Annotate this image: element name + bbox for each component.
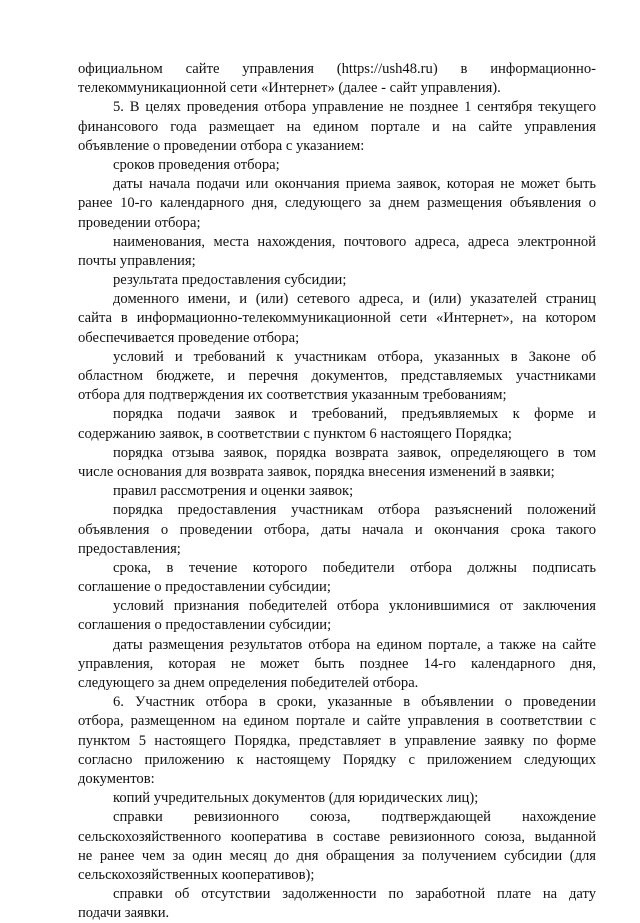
- text-line: управления, которая не может быть позднее 14-го календарного дня,: [78, 655, 596, 672]
- text-line: отбора, размещенном на едином портале и сайте управления в соответствии с: [78, 713, 596, 730]
- text-line: даты начала подачи или окончания приема заявок, которая не может быть: [113, 176, 596, 193]
- text-line: обеспечивается проведение отбора;: [78, 329, 300, 346]
- text-line: не ранее чем за один месяц до дня обращения за получением субсидии (для: [78, 847, 596, 864]
- text-line: подачи заявки.: [78, 905, 170, 922]
- text-line: справки об отсутствии задолженности по заработной плате на дату: [113, 886, 596, 903]
- text-line: объявления о проведении отбора, даты начала и окончания срока такого: [78, 521, 596, 538]
- text-line: областном бюджете, и перечня документов, представляемых участниками: [78, 368, 596, 384]
- text-line: условий и требований к участникам отбора, указанных в Законе об: [113, 348, 596, 365]
- text-line: официальном сайте управления (https://ush48.ru) в информационно-: [78, 61, 596, 77]
- text-line: сроков проведения отбора;: [113, 156, 280, 173]
- text-line: 5. В целях проведения отбора управление не позднее 1 сентября текущего: [113, 99, 596, 116]
- text-line: документов:: [78, 770, 155, 787]
- text-line: объявление о проведении отбора с указанием:: [78, 137, 365, 154]
- text-line: следующего за днем определения победителей отбора.: [78, 675, 419, 691]
- text-line: справки ревизионного союза, подтверждающей нахождение: [113, 809, 596, 826]
- text-line: 6. Участник отбора в сроки, указанные в объявлении о проведении: [113, 694, 596, 711]
- document-body: [78, 60, 596, 923]
- text-line: срока, в течение которого победители отбора должны подписать: [113, 559, 596, 576]
- text-line: результата предоставления субсидии;: [113, 272, 347, 289]
- text-line: порядка предоставления участникам отбора разъяснений положений: [113, 502, 596, 519]
- text-line: соглашения о предоставлении субсидии;: [78, 617, 332, 634]
- text-line: условий признания победителей отбора уклонившимися от заключения: [113, 598, 596, 615]
- text-line: копий учредительных документов (для юридических лиц);: [113, 790, 479, 807]
- text-line: наименования, места нахождения, почтового адреса, адреса электронной: [113, 233, 596, 250]
- text-line: порядка отзыва заявок, порядка возврата заявок, определяющего в том: [113, 444, 596, 461]
- text-line: согласно приложению к настоящему Порядку с приложением следующих: [78, 751, 596, 768]
- text-line: проведении отбора;: [78, 214, 201, 231]
- text-line: предоставления;: [78, 540, 181, 557]
- text-line: сельскохозяйственных кооперативов);: [78, 866, 315, 883]
- text-line: финансового года размещает на едином портале и на сайте управления: [78, 118, 596, 135]
- text-line: отбора для подтверждения их соответствия указанным требованиям;: [78, 387, 507, 404]
- text-line: даты размещения результатов отбора на едином портале, а также на сайте: [113, 636, 596, 653]
- text-line: сельскохозяйственного кооператива в составе ревизионного союза, выданной: [78, 828, 596, 845]
- text-line: содержанию заявок, в соответствии с пунктом 6 настоящего Порядка;: [78, 425, 512, 442]
- text-line: пунктом 5 настоящего Порядка, представляет в управление заявку по форме: [78, 732, 596, 749]
- text-line: телекоммуникационной сети «Интернет» (далее - сайт управления).: [78, 80, 501, 97]
- text-line: числе основания для возврата заявок, порядка внесения изменений в заявки;: [78, 463, 555, 480]
- text-line: порядка подачи заявок и требований, предъявляемых к форме и: [113, 406, 596, 423]
- text-line: ранее 10-го календарного дня, следующего за днем размещения объявления о: [78, 195, 596, 212]
- text-line: почты управления;: [78, 252, 196, 269]
- text-line: соглашение о предоставлении субсидии;: [78, 579, 331, 596]
- text-line: правил рассмотрения и оценки заявок;: [113, 483, 354, 500]
- text-line: доменного имени, и (или) сетевого адреса, и (или) указателей страниц: [113, 291, 596, 308]
- text-line: сайта в информационно-телекоммуникационной сети «Интернет», на котором: [78, 310, 596, 327]
